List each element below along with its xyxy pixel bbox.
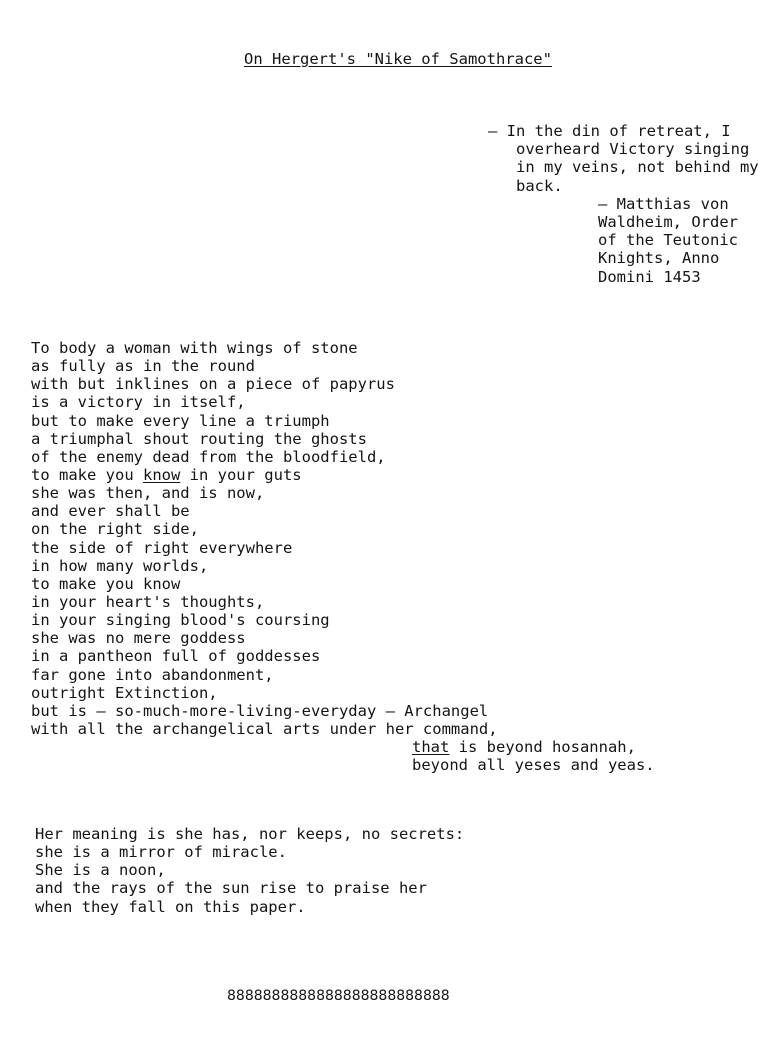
poem-line: in how many worlds,	[31, 556, 209, 575]
stanza-one	[31, 339, 655, 774]
line-segment: is beyond hosannah,	[449, 738, 636, 757]
epigraph-line: back.	[516, 176, 563, 195]
poem-line: but is — so-much-more-living-everyday — Archangel	[31, 701, 489, 720]
attribution-line: Knights, Anno	[598, 249, 720, 268]
epigraph-attribution	[598, 195, 764, 286]
poem-line	[31, 466, 655, 484]
poem-line: of the enemy dead from the bloodfield,	[31, 447, 386, 466]
poem-line: with all the archangelical arts under her command,	[31, 719, 498, 738]
footer-separator: 8888888888888888888888888	[227, 988, 450, 1004]
poem-line: she is a mirror of miracle.	[35, 843, 287, 862]
underlined-word-know: know	[142, 465, 181, 484]
poem-line: and the rays of the sun rise to praise her	[35, 879, 427, 898]
attribution-line: Domini 1453	[598, 267, 701, 286]
poem-line: She is a noon,	[35, 861, 166, 880]
attribution-line: Waldheim, Order	[598, 212, 738, 231]
attribution-line: of the Teutonic	[598, 231, 738, 250]
poem-line: Her meaning is she has, nor keeps, no secrets:	[35, 825, 465, 843]
poem-line: with but inklines on a piece of papyrus	[31, 375, 395, 394]
poem-line: she was no mere goddess	[31, 629, 246, 648]
line-segment: in your guts	[180, 465, 302, 484]
poem-line: To body a woman with wings of stone	[31, 339, 358, 357]
poem-line: in your singing blood's coursing	[31, 611, 330, 630]
poem-line: a triumphal shout routing the ghosts	[31, 429, 367, 448]
poem-line: she was then, and is now,	[31, 484, 265, 503]
epigraph-line: overheard Victory singing	[516, 140, 750, 159]
poem-line: on the right side,	[31, 520, 199, 539]
epigraph	[488, 122, 764, 286]
attribution-line: — Matthias von	[598, 194, 729, 213]
poem-line: is a victory in itself,	[31, 393, 246, 412]
poem-title: On Hergert's "Nike of Samothrace"	[244, 50, 552, 68]
underlined-word-that: that	[412, 738, 450, 757]
poem-line: but to make every line a triumph	[31, 411, 330, 430]
poem-line: in your heart's thoughts,	[31, 592, 265, 611]
epigraph-line: — In the din of retreat, I	[488, 122, 731, 140]
line-segment: to make you	[31, 465, 143, 484]
poem-line: to make you know	[31, 574, 181, 593]
poem-line: when they fall on this paper.	[35, 897, 306, 916]
poem-line: the side of right everywhere	[31, 538, 293, 557]
poem-line: in a pantheon full of goddesses	[31, 647, 321, 666]
poem-line: as fully as in the round	[31, 357, 255, 376]
poem-line: outright Extinction,	[31, 683, 218, 702]
epigraph-line: in my veins, not behind my	[516, 158, 759, 177]
poem-line: and ever shall be	[31, 502, 190, 521]
poem-line: far gone into abandonment,	[31, 665, 274, 684]
stanza-two	[35, 825, 464, 916]
poem-line: beyond all yeses and yeas.	[412, 756, 655, 775]
poem-line	[31, 738, 655, 756]
